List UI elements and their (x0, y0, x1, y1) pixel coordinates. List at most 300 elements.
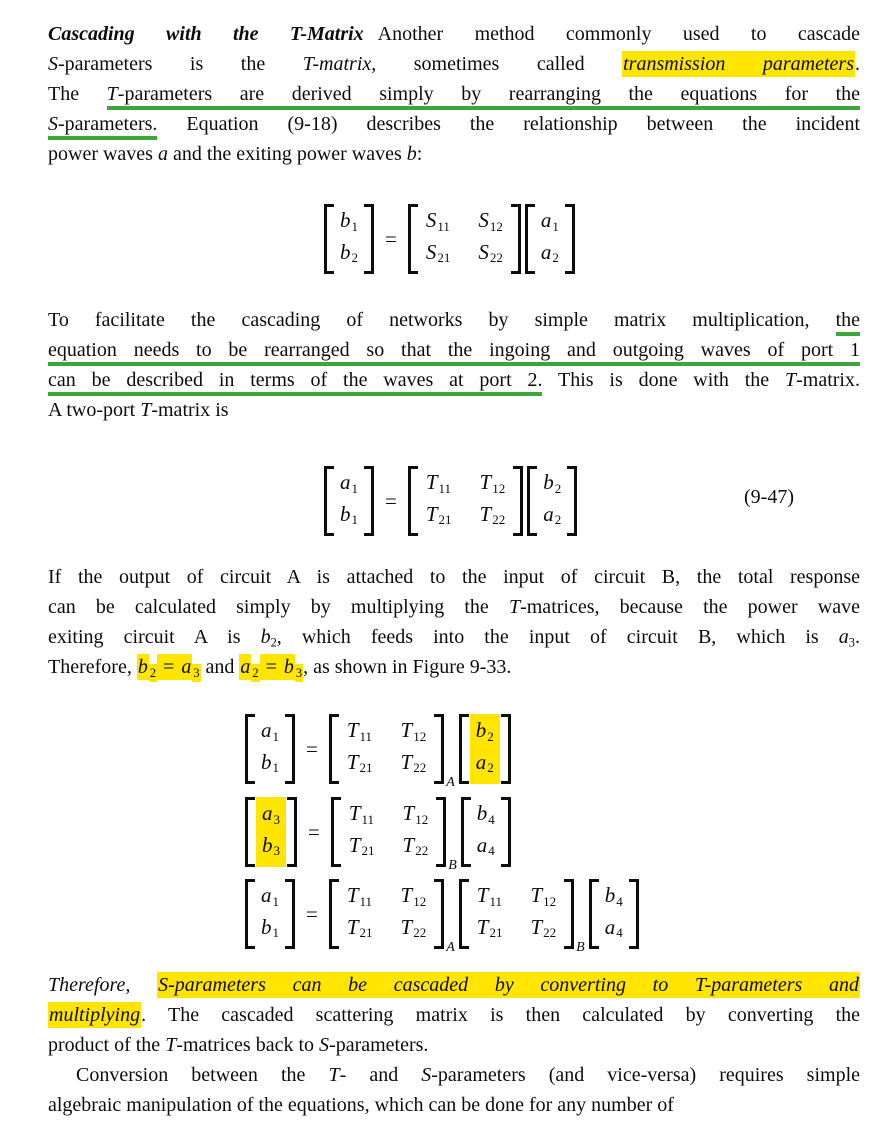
matrix-cell (401, 751, 427, 780)
left-bracket (329, 714, 339, 784)
matrix-cell (340, 209, 358, 238)
variable: T (346, 914, 359, 939)
matrix-cell (426, 209, 450, 238)
subscript: 2 (487, 728, 494, 744)
text-segment: To facilitate the cascading of networks by simple matrix multiplication, (48, 309, 836, 331)
right-bracket (434, 714, 444, 784)
highlighted-cells (470, 714, 500, 784)
subscript: 11 (361, 811, 375, 827)
text-segment: power waves (48, 143, 158, 165)
subscript: 1 (351, 512, 358, 528)
cells (340, 879, 433, 949)
cells (256, 879, 284, 949)
subscript: 21 (437, 250, 451, 266)
text-line (48, 109, 860, 139)
variable: b (261, 914, 272, 939)
variable: a (476, 832, 488, 857)
variable: b (543, 470, 554, 494)
text-line (48, 305, 860, 335)
right-bracket (364, 466, 374, 536)
matrix-label-subscript: A (446, 940, 455, 956)
matrix-cell (426, 241, 451, 270)
text-segment: -matrices, because the power wave (520, 596, 860, 618)
matrix-cell (262, 802, 280, 831)
paragraph-cascading-intro (48, 19, 860, 169)
variable: S (425, 239, 437, 264)
cells (419, 204, 510, 274)
matrix-cell (480, 503, 506, 532)
highlighted-text: = (158, 656, 180, 678)
text-segment: -matrix. (796, 369, 860, 391)
left-bracket (459, 714, 469, 784)
text-segment (130, 974, 157, 996)
text-segment: Conversion between the (76, 1064, 329, 1086)
text-segment: T (165, 1034, 177, 1056)
paragraph-circuit-a-b (48, 562, 860, 682)
matrix-cell (541, 241, 559, 270)
variable: b (475, 718, 487, 742)
green-underlined-text: T (107, 83, 118, 110)
cells (536, 204, 564, 274)
text-segment: Cascading with the T-Matrix (48, 23, 364, 45)
text-line (48, 592, 860, 622)
matrix (459, 879, 585, 956)
text-segment: b (260, 626, 271, 648)
variable: T (479, 501, 492, 526)
subscript: 1 (272, 760, 279, 776)
matrix-cell (261, 751, 279, 780)
subscript: 22 (543, 925, 557, 941)
left-bracket (324, 466, 334, 536)
text-segment: , which feeds into the input of circuit B, which is (276, 626, 839, 648)
right-bracket (565, 204, 575, 274)
subscript: 1 (272, 925, 279, 941)
green-underlined-text: S (48, 113, 58, 140)
text-segment: T-matrix (302, 53, 372, 75)
subscript: 11 (437, 218, 450, 234)
column-vector (324, 466, 374, 536)
equals-sign: = (308, 819, 320, 844)
subscript: 1 (351, 480, 358, 496)
matrix-cell (480, 471, 506, 500)
text-segment: S (48, 53, 58, 75)
text-line (48, 1000, 860, 1030)
text-segment: This is done with the (542, 369, 785, 391)
right-bracket (501, 797, 511, 867)
variable: S (478, 208, 489, 232)
column-vector (527, 466, 577, 536)
variable: b (340, 239, 351, 264)
text-segment: T (328, 1064, 340, 1086)
variable: T (479, 470, 492, 494)
column-vector (461, 797, 511, 867)
matrix (408, 204, 521, 274)
text-line (48, 652, 860, 682)
text-segment: Therefore, (48, 974, 131, 996)
matrix-cell (262, 834, 280, 863)
right-bracket (567, 466, 577, 536)
variable: T (348, 832, 361, 857)
matrix-cell (476, 719, 494, 748)
variable: S (478, 239, 489, 264)
subscript: 1 (272, 728, 279, 744)
text-segment: 2 (270, 635, 277, 650)
highlighted-text: 2 (252, 665, 259, 680)
text-segment: exiting circuit A is (48, 626, 261, 648)
matrix-label-subscript: A (446, 775, 455, 791)
variable: b (604, 883, 616, 907)
variable: T (402, 801, 415, 825)
matrix-cell (477, 834, 495, 863)
variable: S (425, 208, 437, 232)
equals-sign: = (385, 226, 397, 251)
right-bracket (287, 797, 297, 867)
subscript: 21 (359, 760, 373, 776)
variable: T (346, 749, 359, 774)
subscript: 12 (492, 480, 506, 496)
left-bracket (589, 879, 599, 949)
left-bracket (324, 204, 334, 274)
highlighted-text: a (181, 656, 192, 678)
subscript: 1 (351, 218, 358, 234)
left-bracket (245, 797, 255, 867)
variable: a (340, 470, 351, 494)
subscript: 1 (272, 893, 279, 909)
text-segment: , sometimes called (371, 53, 623, 75)
left-bracket (408, 466, 418, 536)
matrix-cell (340, 503, 358, 532)
variable: a (543, 501, 554, 526)
subscript: 12 (413, 728, 427, 744)
variable: T (400, 718, 413, 742)
matrix-label-subscript: B (576, 940, 585, 956)
column-vector (459, 714, 511, 784)
subscript: 22 (415, 843, 429, 859)
left-bracket (331, 797, 341, 867)
subscript: 2 (552, 250, 559, 266)
subscript: 2 (554, 512, 562, 528)
text-segment: Another method commonly used to cascade (377, 23, 860, 45)
variable: T (400, 883, 413, 907)
highlighted-text: multiplying (49, 1004, 141, 1026)
variable: T (530, 914, 543, 939)
subscript: 12 (489, 218, 503, 234)
matrix-cell (426, 471, 451, 500)
matrix-cell (347, 884, 372, 913)
variable: T (476, 883, 489, 907)
text-segment: . (854, 53, 860, 75)
text-segment: If the output of circuit A is attached to the input of circuit B, the total response (48, 566, 860, 588)
variable: b (476, 801, 488, 825)
subscript: 21 (359, 925, 373, 941)
text-segment: S (319, 1034, 330, 1056)
left-bracket (329, 879, 339, 949)
left-bracket (527, 466, 537, 536)
paragraph-facilitate-cascading (48, 305, 860, 425)
variable: a (261, 883, 272, 907)
left-bracket (408, 204, 418, 274)
text-segment: - and (339, 1064, 422, 1086)
text-segment: product of the (48, 1034, 166, 1056)
text-segment: -matrix is (151, 399, 229, 421)
matrix-cell (476, 751, 494, 780)
variable: T (346, 718, 359, 742)
matrix-cell (347, 719, 372, 748)
subscript: 3 (273, 843, 280, 859)
paragraph-conclusion-conversion (48, 970, 860, 1120)
subscript: 2 (554, 480, 562, 496)
subscript: 22 (489, 250, 503, 266)
matrix-cell (543, 471, 561, 500)
subscript: 12 (415, 811, 429, 827)
right-bracket (501, 714, 511, 784)
highlighted-text: b (137, 656, 148, 678)
variable: b (261, 749, 272, 774)
variable: T (402, 832, 415, 857)
matrix-cell (347, 916, 373, 945)
text-segment: The (48, 83, 107, 105)
column-vector (525, 204, 575, 274)
matrix-cell (401, 916, 427, 945)
right-bracket (513, 466, 523, 536)
matrix-label-subscript: B (448, 858, 457, 874)
matrix-cell (426, 503, 452, 532)
variable: T (425, 501, 438, 526)
text-segment: T (785, 369, 797, 391)
green-underlined-text: equation needs to be rearranged so that the ingoing and outgoing waves of port 1 (48, 339, 860, 366)
left-bracket (245, 714, 255, 784)
variable: a (540, 239, 552, 264)
cascade-equation-b (243, 797, 513, 874)
subscript: 21 (489, 925, 503, 941)
right-bracket (285, 714, 295, 784)
subscript: 4 (616, 925, 623, 941)
highlighted-text: b (283, 656, 294, 678)
matrix-cell (340, 471, 358, 500)
subscript: 4 (488, 811, 495, 827)
text-line (48, 1060, 860, 1090)
equals-sign: = (306, 736, 318, 761)
subscript: 4 (616, 893, 623, 909)
matrix (329, 714, 455, 791)
right-bracket (364, 204, 374, 274)
green-underlined-text: can be described in terms of the waves at port 2. (48, 369, 542, 396)
left-bracket (461, 797, 471, 867)
text-segment: , as shown in Figure 9-33. (303, 656, 512, 678)
variable: a (261, 718, 272, 742)
cascade-equation-a (243, 714, 513, 791)
matrix-cell (261, 719, 279, 748)
text-line (48, 79, 860, 109)
text-segment: T (140, 399, 152, 421)
text-segment: algebraic manipulation of the equations, which can be done for any number of (48, 1094, 674, 1116)
matrix-cell (403, 802, 429, 831)
column-vector (245, 714, 295, 784)
text-segment: -parameters is the (58, 53, 303, 75)
matrix-cell (478, 241, 503, 270)
t-matrix-equation-9-47 (322, 466, 579, 536)
left-bracket (245, 879, 255, 949)
right-bracket (629, 879, 639, 949)
subscript: 22 (413, 760, 427, 776)
subscript: 12 (543, 893, 557, 909)
variable: T (348, 801, 361, 825)
matrix-cell (530, 884, 556, 913)
subscript: 21 (361, 843, 375, 859)
variable: T (400, 749, 413, 774)
matrix-cell (605, 884, 623, 913)
highlighted-cells (256, 797, 286, 867)
subscript: 3 (273, 811, 280, 827)
cells (600, 879, 628, 949)
s-parameter-matrix-equation (322, 204, 577, 274)
highlighted-text: transmission parameters (623, 53, 854, 75)
variable: a (604, 914, 616, 939)
cells (256, 714, 284, 784)
cells (419, 466, 512, 536)
text-line (48, 365, 860, 395)
green-underlined-text: the (836, 309, 860, 336)
subscript: 2 (351, 250, 358, 266)
text-segment: 3 (848, 635, 855, 650)
subscript: 22 (492, 512, 506, 528)
highlighted-text: = (260, 656, 282, 678)
matrix-cell (477, 916, 503, 945)
variable: T (476, 914, 489, 939)
text-line (48, 1030, 860, 1060)
equals-sign: = (385, 488, 397, 513)
matrix (329, 879, 455, 956)
right-bracket (564, 879, 574, 949)
matrix-cell (349, 834, 375, 863)
highlighted-text: a (240, 656, 251, 678)
equation-number: (9-47) (744, 486, 794, 508)
cells (538, 466, 566, 536)
matrix-cell (261, 884, 279, 913)
cells (335, 466, 363, 536)
subscript: 12 (413, 893, 427, 909)
subscript: 21 (438, 512, 452, 528)
variable: b (340, 208, 351, 232)
green-underlined-text: -parameters. (58, 113, 157, 140)
cells (472, 797, 500, 867)
highlighted-text: 3 (295, 665, 303, 680)
subscript: 11 (359, 728, 373, 744)
text-line (48, 395, 860, 425)
cells (342, 797, 435, 867)
matrix-cell (605, 916, 623, 945)
green-underlined-text: -parameters are derived simply by rearranging the equations for the (118, 83, 860, 110)
text-line (48, 19, 860, 49)
variable: T (530, 883, 543, 907)
text-segment: and the exiting power waves (167, 143, 407, 165)
text-segment: T (508, 596, 521, 618)
variable: T (346, 883, 359, 907)
variable: b (262, 832, 273, 857)
variable: T (400, 914, 413, 939)
variable: a (475, 749, 487, 774)
column-vector (245, 797, 297, 867)
matrix-cell (401, 719, 427, 748)
text-line (48, 1090, 860, 1120)
subscript: 1 (552, 218, 559, 234)
text-line (48, 49, 860, 79)
text-line (48, 970, 860, 1000)
cells (335, 204, 363, 274)
subscript: 11 (489, 893, 502, 909)
text-line (48, 622, 860, 652)
text-segment: -parameters (and vice-versa) requires simple (431, 1064, 861, 1086)
text-segment: b (406, 143, 417, 165)
right-bracket (436, 797, 446, 867)
text-segment: Therefore, (48, 656, 137, 678)
cascade-equation-combined (243, 879, 641, 956)
right-bracket (511, 204, 521, 274)
left-bracket (459, 879, 469, 949)
text-segment: . (854, 626, 860, 648)
subscript: 22 (413, 925, 427, 941)
subscript: 2 (487, 760, 494, 776)
matrix (408, 466, 523, 536)
variable: b (340, 501, 351, 526)
text-segment: and (200, 656, 240, 678)
matrix-cell (478, 209, 503, 238)
text-line (48, 139, 860, 169)
matrix-cell (401, 884, 427, 913)
left-bracket (525, 204, 535, 274)
matrix-cell (347, 751, 373, 780)
text-segment: -matrices back to (176, 1034, 320, 1056)
text-segment: can be calculated simply by multiplying the (48, 596, 509, 618)
text-segment: : (416, 143, 423, 165)
right-bracket (285, 879, 295, 949)
matrix-cell (349, 802, 374, 831)
text-segment: a (838, 626, 849, 648)
text-segment: S (421, 1064, 432, 1086)
matrix-cell (477, 884, 502, 913)
subscript: 4 (488, 843, 495, 859)
matrix-cell (261, 916, 279, 945)
column-vector (324, 204, 374, 274)
column-vector (589, 879, 639, 949)
text-line (48, 335, 860, 365)
cells (470, 879, 563, 949)
matrix-cell (543, 503, 561, 532)
variable: a (540, 208, 552, 232)
text-segment: a (157, 143, 168, 165)
variable: T (425, 470, 438, 494)
text-segment: . The cascaded scattering matrix is then calculated by converting the (141, 1004, 860, 1026)
matrix-cell (541, 209, 559, 238)
text-line (48, 562, 860, 592)
highlighted-text: 2 (149, 665, 157, 680)
right-bracket (434, 879, 444, 949)
matrix-cell (340, 241, 358, 270)
cells (340, 714, 433, 784)
text-segment: -parameters. (329, 1034, 429, 1056)
subscript: 11 (438, 480, 452, 496)
matrix (331, 797, 457, 874)
variable: a (262, 801, 273, 825)
matrix-cell (403, 834, 429, 863)
text-segment: Equation (9-18) describes the relationship between the incident (157, 113, 860, 135)
equals-sign: = (306, 901, 318, 926)
highlighted-text: 3 (193, 665, 200, 680)
text-segment: A two-port (48, 399, 141, 421)
column-vector (245, 879, 295, 949)
matrix-cell (477, 802, 495, 831)
subscript: 11 (359, 893, 373, 909)
